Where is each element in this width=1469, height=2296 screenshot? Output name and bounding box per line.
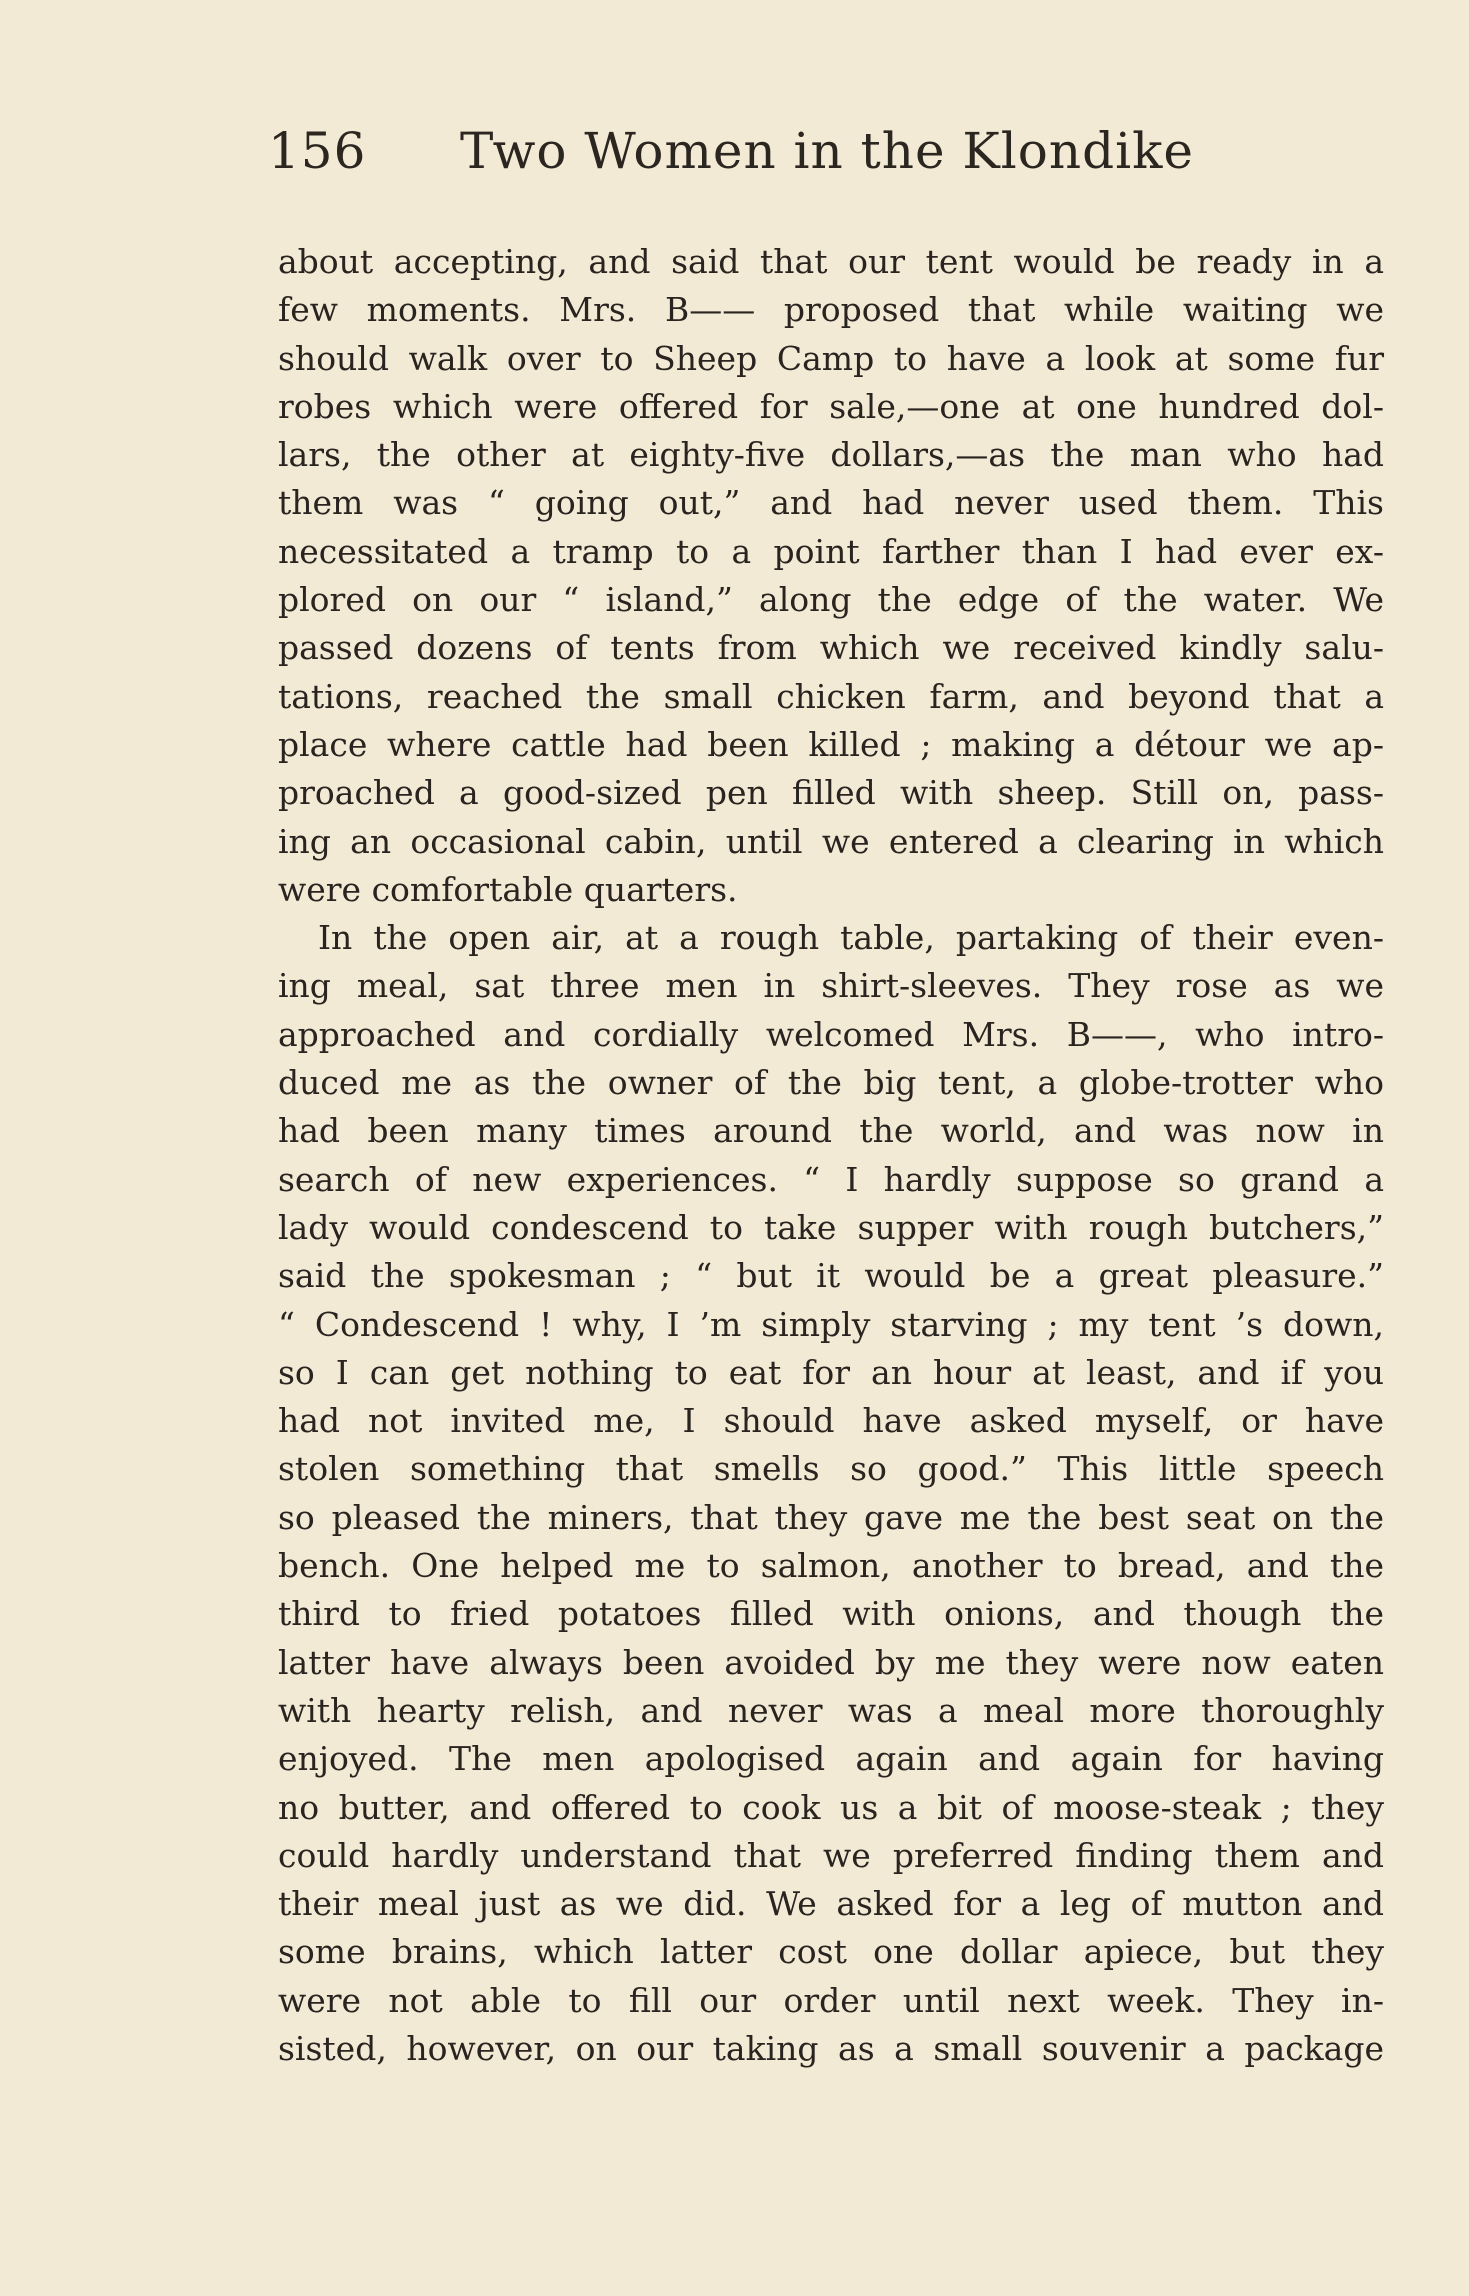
text-line: third to fried potatoes filled with onions, and though the [278,1594,1384,1634]
text-line: enjoyed. The men apologised again and again for having [278,1739,1384,1779]
text-line: had not invited me, I should have asked myself, or have [278,1401,1384,1441]
running-title: Two Women in the Klondike [460,122,1194,180]
text-line: search of new experiences. “ I hardly suppose so grand a [278,1159,1384,1199]
text-line: them was “ going out,” and had never used them. This [278,483,1384,523]
text-line: sisted, however, on our taking as a small souvenir a package [278,2028,1384,2068]
text-line: were comfortable quarters. [278,869,738,909]
text-line: passed dozens of tents from which we received kindly salu- [278,628,1384,668]
text-line: their meal just as we did. We asked for a leg of mutton and [278,1884,1384,1924]
text-line: had been many times around the world, and was now in [278,1111,1384,1151]
text-line: about accepting, and said that our tent would be ready in a [278,242,1384,281]
text-line: approached and cordially welcomed Mrs. B——, who intro- [278,1014,1384,1054]
paragraph-first-line: In the open air, at a rough table, partaking of their even- [318,918,1384,958]
text-line: robes which were offered for sale,—one at one hundred dol- [278,386,1384,426]
text-line: duced me as the owner of the big tent, a globe-trotter who [278,1063,1384,1103]
text-line: lars, the other at eighty-five dollars,—as the man who had [278,435,1384,475]
text-line: plored on our “ island,” along the edge of the water. We [278,580,1384,620]
text-line: were not able to fill our order until next week. They in- [278,1980,1384,2020]
text-line: place where cattle had been killed ; making a détour we ap- [278,724,1384,764]
text-line: “ Condescend ! why, I ’m simply starving ; my tent ’s down, [278,1304,1384,1344]
text-line: so I can get nothing to eat for an hour at least, and if you [278,1352,1384,1392]
text-line: said the spokesman ; “ but it would be a great pleasure.” [278,1256,1384,1296]
text-line: bench. One helped me to salmon, another to bread, and the [278,1546,1384,1586]
text-line: necessitated a tramp to a point farther than I had ever ex- [278,531,1384,571]
text-line: should walk over to Sheep Camp to have a look at some fur [278,338,1384,378]
text-line: ing an occasional cabin, until we entered a clearing in which [278,821,1384,861]
text-line: few moments. Mrs. B—— proposed that while waiting we [278,290,1384,330]
text-line: lady would condescend to take supper with rough butchers,” [278,1207,1384,1247]
text-line: tations, reached the small chicken farm, and beyond that a [278,676,1384,716]
text-line: could hardly understand that we preferred finding them and [278,1835,1384,1875]
body-text [278,238,1384,2073]
text-line: latter have always been avoided by me they were now eaten [278,1642,1384,1682]
text-line: so pleased the miners, that they gave me the best seat on the [278,1497,1384,1537]
text-line: some brains, which latter cost one dollar apiece, but they [278,1932,1384,1972]
page-number: 156 [268,122,367,180]
text-line: ing meal, sat three men in shirt-sleeves. They rose as we [278,966,1384,1006]
text-line: with hearty relish, and never was a meal more thoroughly [278,1690,1384,1730]
text-line: proached a good-sized pen filled with sheep. Still on, pass- [278,773,1384,813]
page-header [268,122,1228,192]
text-line: stolen something that smells so good.” This little speech [278,1449,1384,1489]
text-line: no butter, and offered to cook us a bit of moose-steak ; they [278,1787,1384,1827]
